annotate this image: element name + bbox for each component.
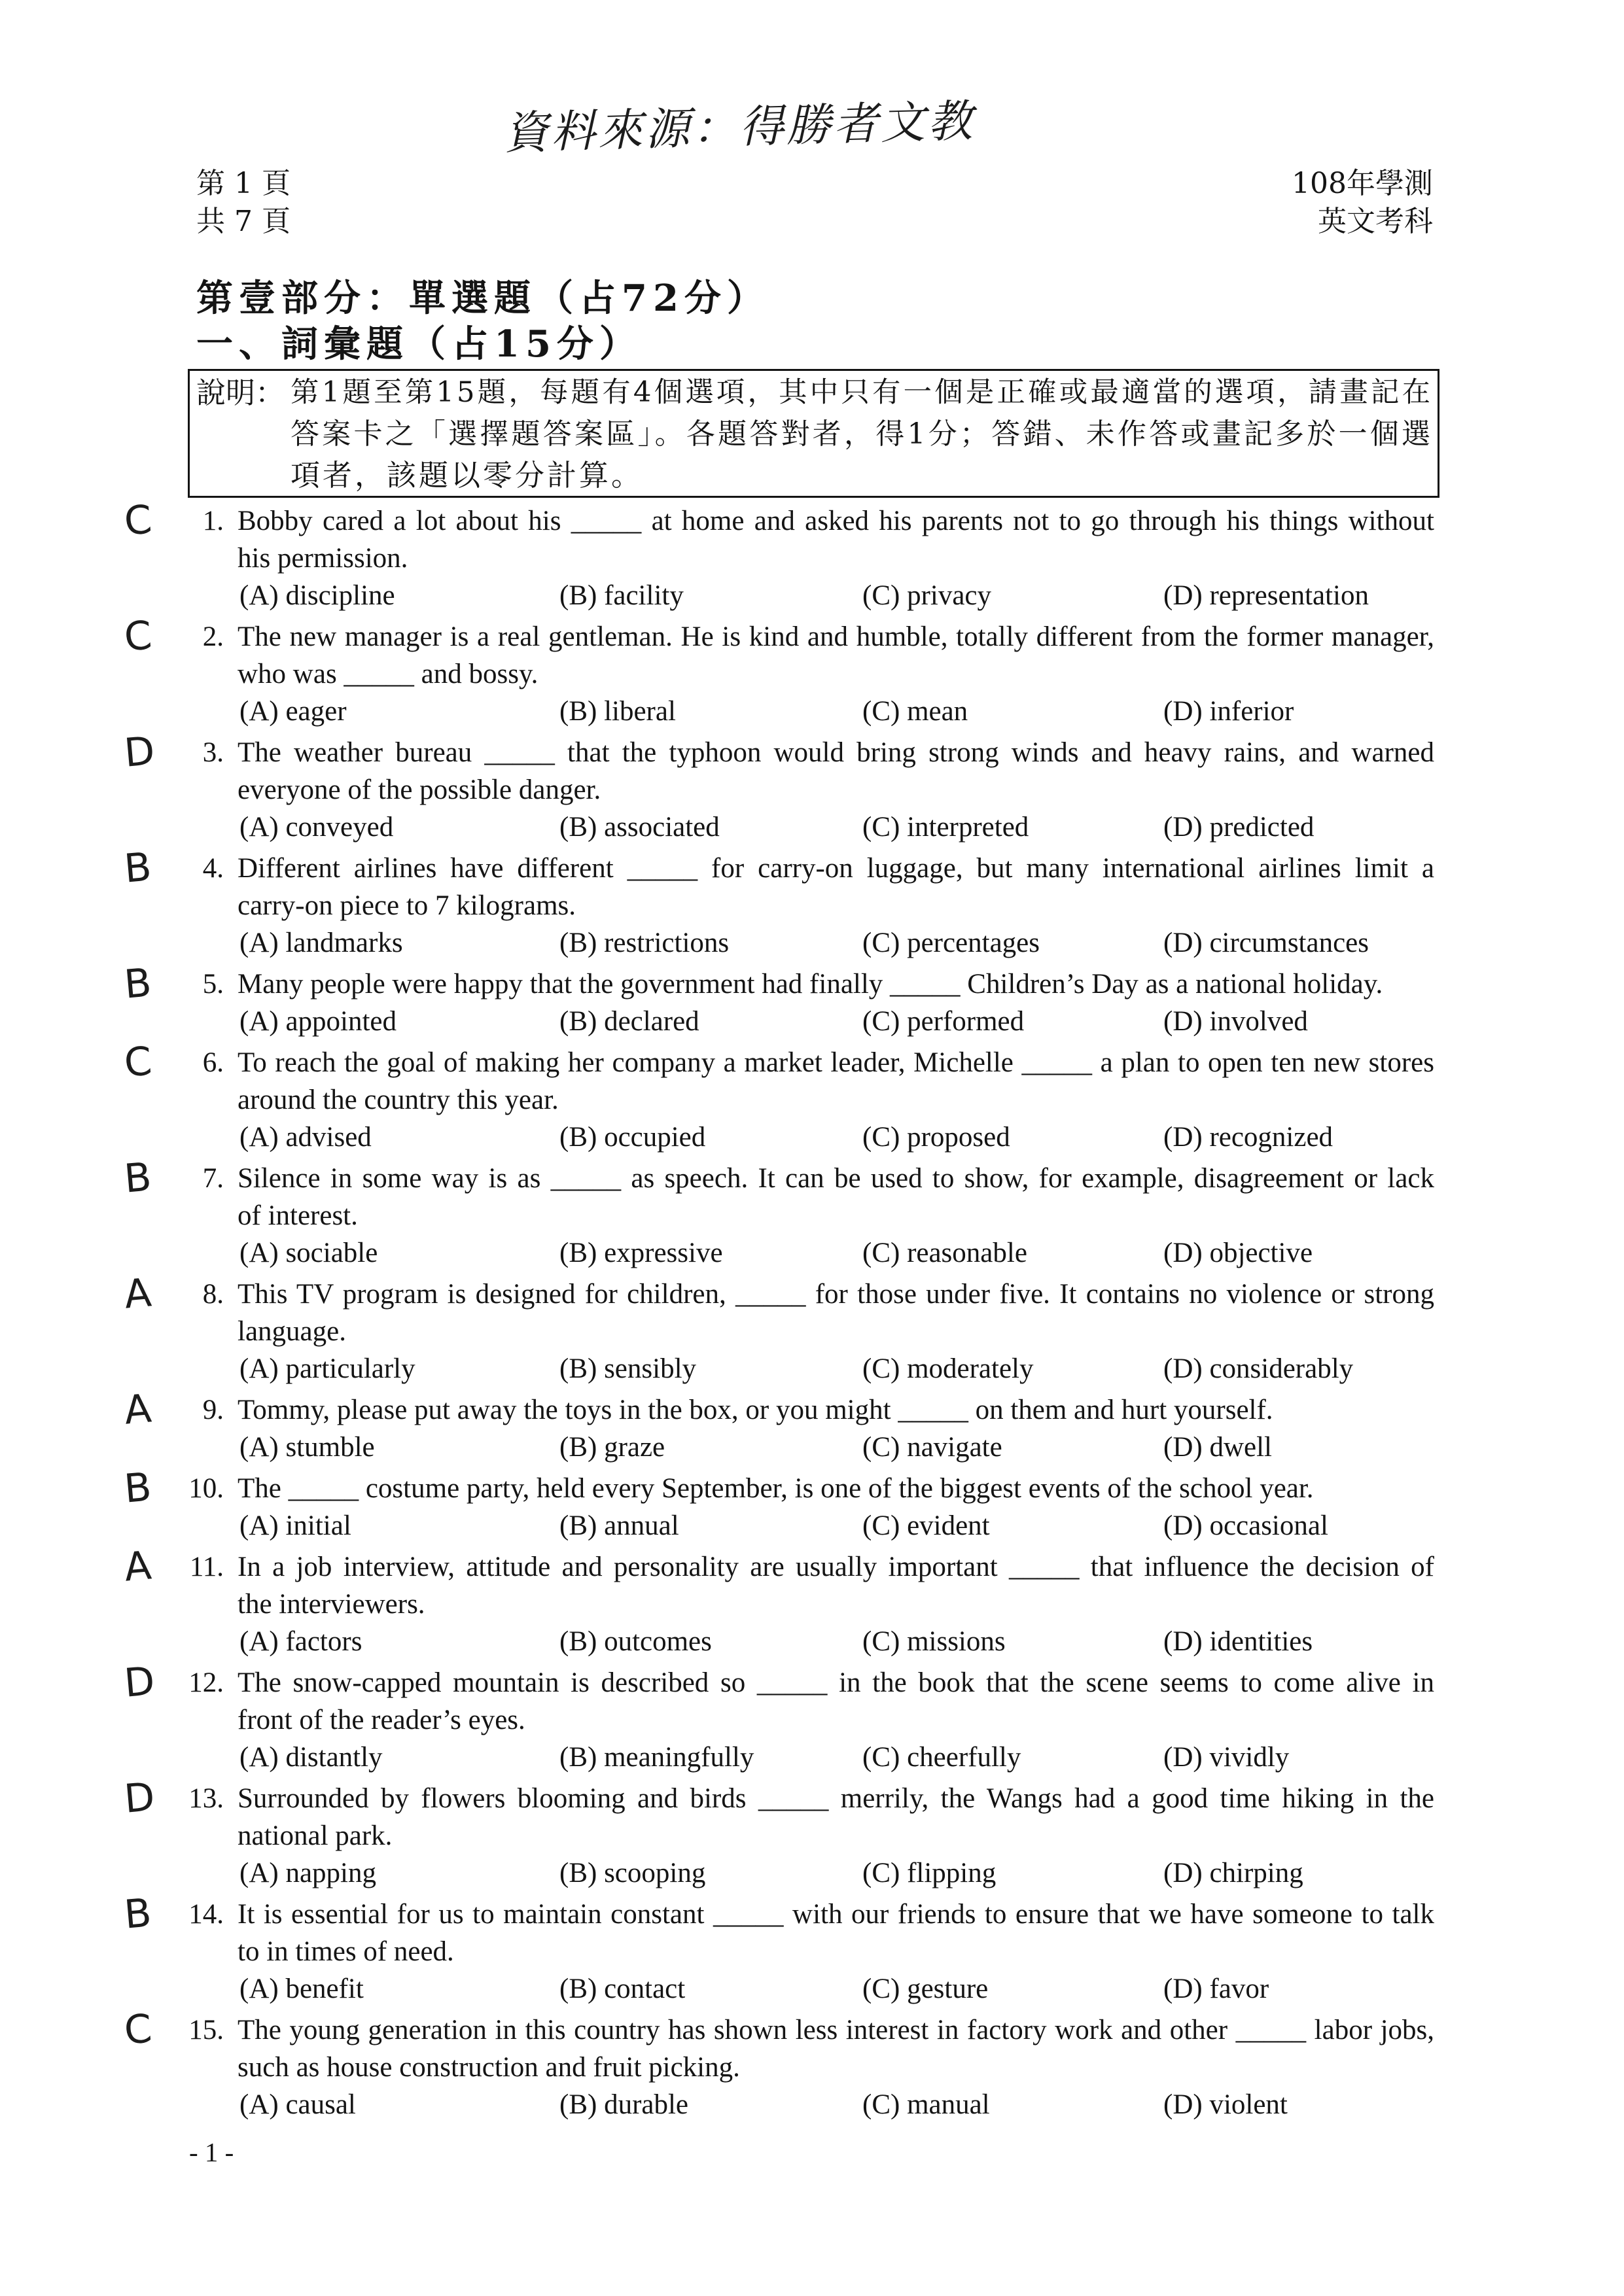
question-stem-line: This TV program is designed for children, _____ for those under five. It contains no violence or strong (238, 1279, 1434, 1310)
option-c: (C) manual (862, 2089, 990, 2120)
question-options (238, 1623, 1434, 1660)
option-a: (A) landmarks (239, 928, 403, 958)
question-number: 1. (202, 506, 224, 536)
instructions-line: 答案卡之「選擇題答案區」。各題答對者，得1分；答錯、未作答或畫記多於一個選 (291, 417, 1433, 451)
handwritten-answer: C (122, 496, 154, 545)
handwritten-answer: A (122, 1270, 154, 1318)
option-c: (C) interpreted (862, 812, 1029, 843)
option-c: (C) percentages (862, 928, 1040, 958)
question-number: 15. (188, 2015, 224, 2045)
question-stem-line: of interest. (238, 1200, 358, 1231)
instructions-label: 說明： (196, 375, 285, 410)
question-options (238, 1854, 1434, 1892)
exam-name: 108年學測 (1292, 167, 1433, 200)
question-14 (0, 1890, 1624, 2008)
handwritten-answer: B (122, 844, 154, 892)
option-c: (C) privacy (862, 580, 992, 611)
question-stem-line: everyone of the possible danger. (238, 774, 601, 805)
option-c: (C) missions (862, 1626, 1006, 1657)
instructions-line: 項者，該題以零分計算。 (291, 458, 644, 493)
option-a: (A) sociable (239, 1238, 378, 1268)
question-9 (0, 1385, 1624, 1466)
question-options (238, 1429, 1434, 1466)
question-body (238, 1548, 1434, 1660)
option-b: (B) occupied (559, 1122, 706, 1153)
question-stem-line: Surrounded by flowers blooming and birds _____ merrily, the Wangs had a good time hiking in the (238, 1783, 1434, 1814)
question-3 (0, 728, 1624, 846)
question-options (238, 1350, 1434, 1387)
question-body (238, 1664, 1434, 1776)
question-options (238, 924, 1434, 962)
question-options (238, 1507, 1434, 1544)
option-d: (D) inferior (1163, 696, 1294, 727)
option-d: (D) occasional (1163, 1510, 1328, 1541)
question-stem-line: The weather bureau _____ that the typhoon would bring strong winds and heavy rains, and warned (238, 737, 1434, 768)
question-options (238, 1970, 1434, 2008)
handwritten-answer: C (122, 1038, 154, 1087)
question-13 (0, 1774, 1624, 1892)
question-body (238, 618, 1434, 730)
question-options (238, 1119, 1434, 1156)
total-pages-label: 共 7 頁 (196, 205, 291, 238)
option-d: (D) favor (1163, 1974, 1269, 2004)
question-body (238, 1896, 1434, 2008)
option-d: (D) considerably (1163, 1353, 1354, 1384)
question-number: 6. (202, 1047, 224, 1078)
option-b: (B) outcomes (559, 1626, 712, 1657)
question-body (238, 1391, 1434, 1466)
question-options (238, 2086, 1434, 2123)
option-b: (B) liberal (559, 696, 676, 727)
option-c: (C) mean (862, 696, 968, 727)
option-b: (B) annual (559, 1510, 679, 1541)
option-c: (C) performed (862, 1006, 1025, 1037)
handwritten-answer: B (122, 1154, 154, 1202)
question-2 (0, 612, 1624, 730)
question-stem-line: the interviewers. (238, 1589, 425, 1620)
option-c: (C) proposed (862, 1122, 1010, 1153)
option-b: (B) expressive (559, 1238, 723, 1268)
question-stem-line: To reach the goal of making her company a market leader, Michelle _____ a plan to open ten new stores (238, 1047, 1434, 1078)
option-a: (A) eager (239, 696, 347, 727)
question-body (238, 502, 1434, 614)
option-d: (D) vividly (1163, 1742, 1290, 1773)
instructions-body (291, 372, 1433, 496)
handwritten-answer: C (122, 612, 154, 661)
question-stem-line: In a job interview, attitude and personality are usually important _____ that influence the decision of (238, 1552, 1434, 1582)
option-a: (A) particularly (239, 1353, 415, 1384)
question-body (238, 1160, 1434, 1272)
question-number: 9. (202, 1395, 224, 1425)
question-number: 11. (189, 1552, 224, 1582)
question-body (238, 1780, 1434, 1892)
question-4 (0, 844, 1624, 962)
question-11 (0, 1542, 1624, 1660)
question-stem-line: to in times of need. (238, 1936, 454, 1967)
option-b: (B) sensibly (559, 1353, 697, 1384)
question-body (238, 2011, 1434, 2123)
option-b: (B) durable (559, 2089, 689, 2120)
question-number: 2. (202, 621, 224, 652)
question-stem-line: who was _____ and bossy. (238, 659, 538, 689)
question-stem-line: The snow-capped mountain is described so _____ in the book that the scene seems to come alive in (238, 1667, 1434, 1698)
option-a: (A) stumble (239, 1432, 375, 1463)
question-body (238, 850, 1434, 962)
option-d: (D) representation (1163, 580, 1369, 611)
question-15 (0, 2006, 1624, 2123)
question-body (238, 965, 1434, 1040)
question-10 (0, 1464, 1624, 1544)
question-body (238, 1276, 1434, 1387)
question-stem-line: carry-on piece to 7 kilograms. (238, 890, 576, 921)
option-d: (D) objective (1163, 1238, 1313, 1268)
question-number: 3. (202, 737, 224, 768)
option-a: (A) initial (239, 1510, 351, 1541)
question-stem-line: Different airlines have different _____ for carry-on luggage, but many international airlines limit a (238, 853, 1434, 884)
question-number: 10. (188, 1473, 224, 1504)
option-d: (D) recognized (1163, 1122, 1333, 1153)
page-number-label: 第 1 頁 (196, 167, 291, 200)
question-stem-line: his permission. (238, 543, 408, 574)
question-number: 14. (188, 1899, 224, 1930)
option-a: (A) conveyed (239, 812, 394, 843)
option-b: (B) graze (559, 1432, 665, 1463)
option-b: (B) contact (559, 1974, 686, 2004)
question-options (238, 1003, 1434, 1040)
handwritten-answer: A (122, 1385, 154, 1434)
option-d: (D) predicted (1163, 812, 1315, 843)
option-b: (B) scooping (559, 1858, 706, 1888)
question-stem-line: Many people were happy that the government had finally _____ Children’s Day as a national holiday. (238, 969, 1383, 1000)
option-b: (B) declared (559, 1006, 699, 1037)
question-stem-line: Silence in some way is as _____ as speech. It can be used to show, for example, disagreement or lack (238, 1163, 1434, 1194)
question-body (238, 1044, 1434, 1156)
option-c: (C) reasonable (862, 1238, 1027, 1268)
option-d: (D) circumstances (1163, 928, 1369, 958)
question-7 (0, 1154, 1624, 1272)
handwritten-answer: B (122, 1890, 154, 1938)
option-c: (C) evident (862, 1510, 990, 1541)
question-stem-line: front of the reader’s eyes. (238, 1705, 525, 1735)
instructions-line: 第1題至第15題，每題有4個選項，其中只有一個是正確或最適當的選項，請畫記在 (291, 376, 1433, 409)
option-d: (D) dwell (1163, 1432, 1272, 1463)
option-b: (B) facility (559, 580, 684, 611)
question-8 (0, 1270, 1624, 1387)
option-c: (C) cheerfully (862, 1742, 1021, 1773)
question-number: 8. (202, 1279, 224, 1310)
question-options (238, 1739, 1434, 1776)
question-stem-line: The new manager is a real gentleman. He is kind and humble, totally different from the former manager, (238, 621, 1434, 652)
question-options (238, 693, 1434, 730)
question-options (238, 1234, 1434, 1272)
question-number: 12. (188, 1667, 224, 1698)
section-title: 一、詞彙題（占15分） (196, 322, 642, 366)
option-c: (C) navigate (862, 1432, 1002, 1463)
handwritten-answer: D (122, 1774, 157, 1822)
instructions-box (188, 369, 1439, 498)
question-stem-line: Tommy, please put away the toys in the box, or you might _____ on them and hurt yourself. (238, 1395, 1273, 1425)
handwritten-answer: A (122, 1542, 154, 1591)
question-stem-line: Bobby cared a lot about his _____ at home and asked his parents not to go through his things without (238, 506, 1434, 536)
question-list (0, 496, 1624, 2127)
option-d: (D) chirping (1163, 1858, 1303, 1888)
question-options (238, 809, 1434, 846)
question-stem-line: The _____ costume party, held every September, is one of the biggest events of the school year. (238, 1473, 1314, 1504)
handwritten-answer: B (122, 1464, 154, 1512)
question-6 (0, 1038, 1624, 1156)
subject-name: 英文考科 (1318, 205, 1433, 238)
question-stem-line: The young generation in this country has shown less interest in factory work and other _____ labor jobs, (238, 2015, 1434, 2045)
question-stem-line: such as house construction and fruit picking. (238, 2052, 740, 2083)
handwritten-answer: B (122, 960, 154, 1008)
option-a: (A) appointed (239, 1006, 397, 1037)
option-a: (A) causal (239, 2089, 356, 2120)
option-c: (C) moderately (862, 1353, 1034, 1384)
option-a: (A) discipline (239, 580, 395, 611)
question-5 (0, 960, 1624, 1040)
option-a: (A) factors (239, 1626, 362, 1657)
question-body (238, 734, 1434, 846)
question-12 (0, 1658, 1624, 1776)
question-body (238, 1470, 1434, 1544)
option-a: (A) advised (239, 1122, 372, 1153)
footer-page-number: - 1 - (189, 2137, 234, 2167)
option-d: (D) involved (1163, 1006, 1308, 1037)
question-number: 13. (188, 1783, 224, 1814)
option-b: (B) associated (559, 812, 720, 843)
option-b: (B) meaningfully (559, 1742, 754, 1773)
option-a: (A) napping (239, 1858, 376, 1888)
option-d: (D) violent (1163, 2089, 1288, 2120)
question-number: 5. (202, 969, 224, 1000)
handwritten-answer: C (122, 2006, 154, 2054)
question-stem-line: national park. (238, 1820, 393, 1851)
handwritten-answer: D (122, 728, 157, 776)
question-options (238, 577, 1434, 614)
option-a: (A) benefit (239, 1974, 364, 2004)
part-title: 第壹部分：單選題（占72分） (196, 277, 769, 320)
question-number: 7. (202, 1163, 224, 1194)
option-b: (B) restrictions (559, 928, 730, 958)
option-c: (C) gesture (862, 1974, 989, 2004)
question-stem-line: language. (238, 1316, 346, 1347)
question-1 (0, 496, 1624, 614)
question-stem-line: It is essential for us to maintain constant _____ with our friends to ensure that we have someone to talk (238, 1899, 1434, 1930)
option-a: (A) distantly (239, 1742, 383, 1773)
question-stem-line: around the country this year. (238, 1085, 559, 1115)
option-c: (C) flipping (862, 1858, 997, 1888)
option-d: (D) identities (1163, 1626, 1313, 1657)
handwritten-answer: D (122, 1658, 157, 1707)
handwritten-source-note: 資料來源：得勝者文教 (503, 96, 976, 160)
question-number: 4. (202, 853, 224, 884)
